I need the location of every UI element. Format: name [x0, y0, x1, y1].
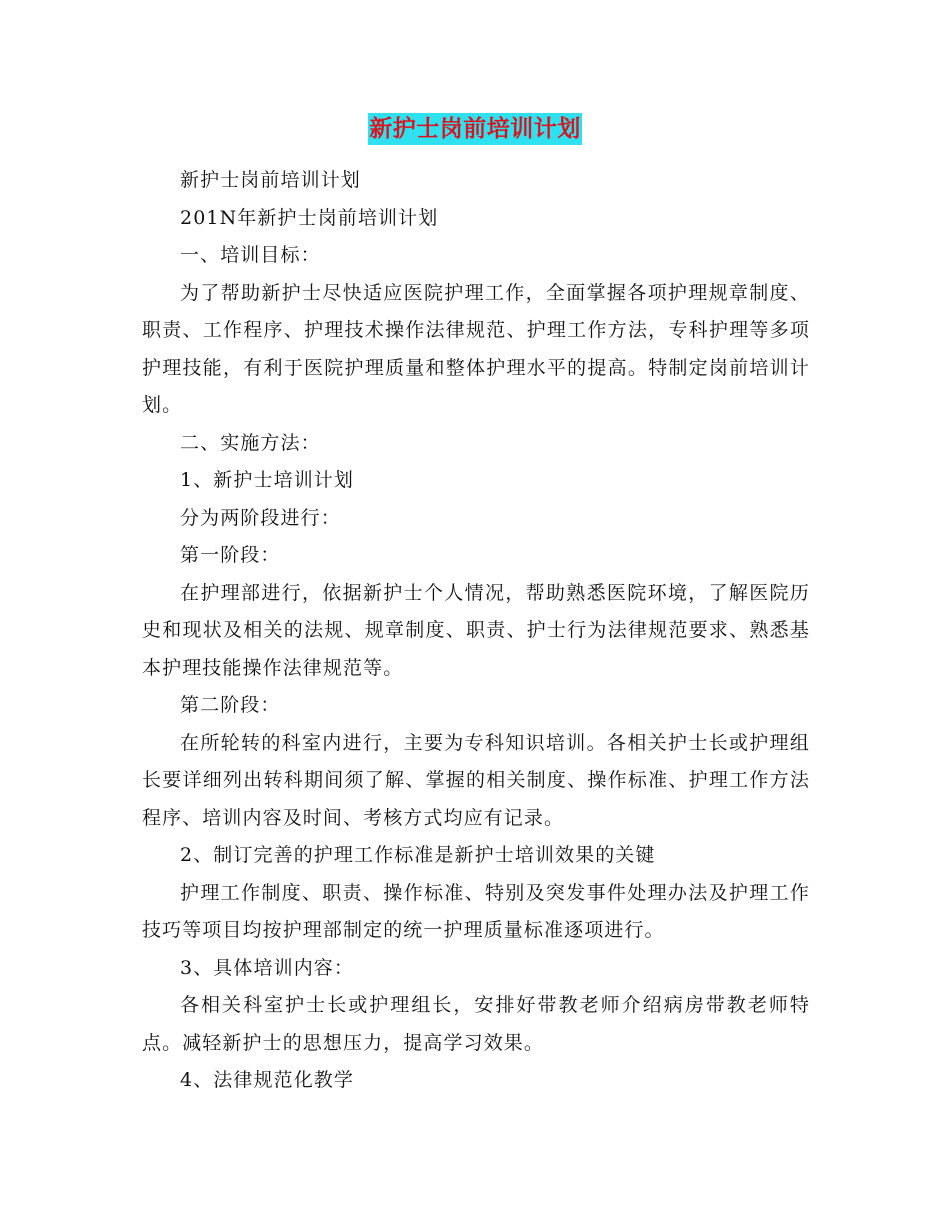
- document-title: 新护士岗前培训计划: [368, 113, 582, 145]
- stage-heading-1: 第一阶段：: [180, 544, 281, 566]
- paragraph-stage-1: 在护理部进行，依据新护士个人情况，帮助熟悉医院环境，了解医院历史和现状及相关的法规、规章制度、职责、护士行为法律规范要求、熟悉基本护理技能操作法律规范等。: [142, 581, 810, 679]
- paragraph-subtitle: 201N年新护士岗前培训计划: [180, 206, 439, 229]
- document-body: [142, 162, 810, 1100]
- paragraph-standards: 护理工作制度、职责、操作标准、特别及突发事件处理办法及护理工作技巧等项目均按护理部制定的统一护理质量标准逐项进行。: [142, 881, 810, 941]
- item-heading-1: 1、新护士培训计划: [180, 469, 354, 491]
- item-heading-3: 3、具体培训内容：: [180, 956, 354, 979]
- section-heading-method: 二、实施方法：: [180, 431, 321, 454]
- item-heading-2: 2、制订完善的护理工作标准是新护士培训效果的关键: [180, 844, 656, 866]
- paragraph-content: 各相关科室护士长或护理组长，安排好带教老师介绍病房带教老师特点。减轻新护士的思想压力，提高学习效果。: [142, 994, 810, 1054]
- section-heading-goal: 一、培训目标：: [180, 244, 321, 266]
- paragraph-stage-2: 在所轮转的科室内进行，主要为专科知识培训。各相关护士长或护理组长要详细列出转科期间须了解、掌握的相关制度、操作标准、护理工作方法程序、培训内容及时间、考核方式均应有记录。: [142, 731, 810, 829]
- item-heading-4: 4、法律规范化教学: [180, 1069, 354, 1091]
- stage-heading-2: 第二阶段：: [180, 694, 281, 716]
- title-container: [0, 113, 950, 145]
- paragraph-two-stages: 分为两阶段进行：: [180, 506, 341, 529]
- paragraph-heading: 新护士岗前培训计划: [180, 169, 361, 191]
- paragraph-goal: 为了帮助新护士尽快适应医院护理工作，全面掌握各项护理规章制度、职责、工作程序、护理技术操作法律规范、护理工作方法，专科护理等多项护理技能，有利于医院护理质量和整体护理水平的提高。特制定岗前培训计划。: [142, 281, 810, 416]
